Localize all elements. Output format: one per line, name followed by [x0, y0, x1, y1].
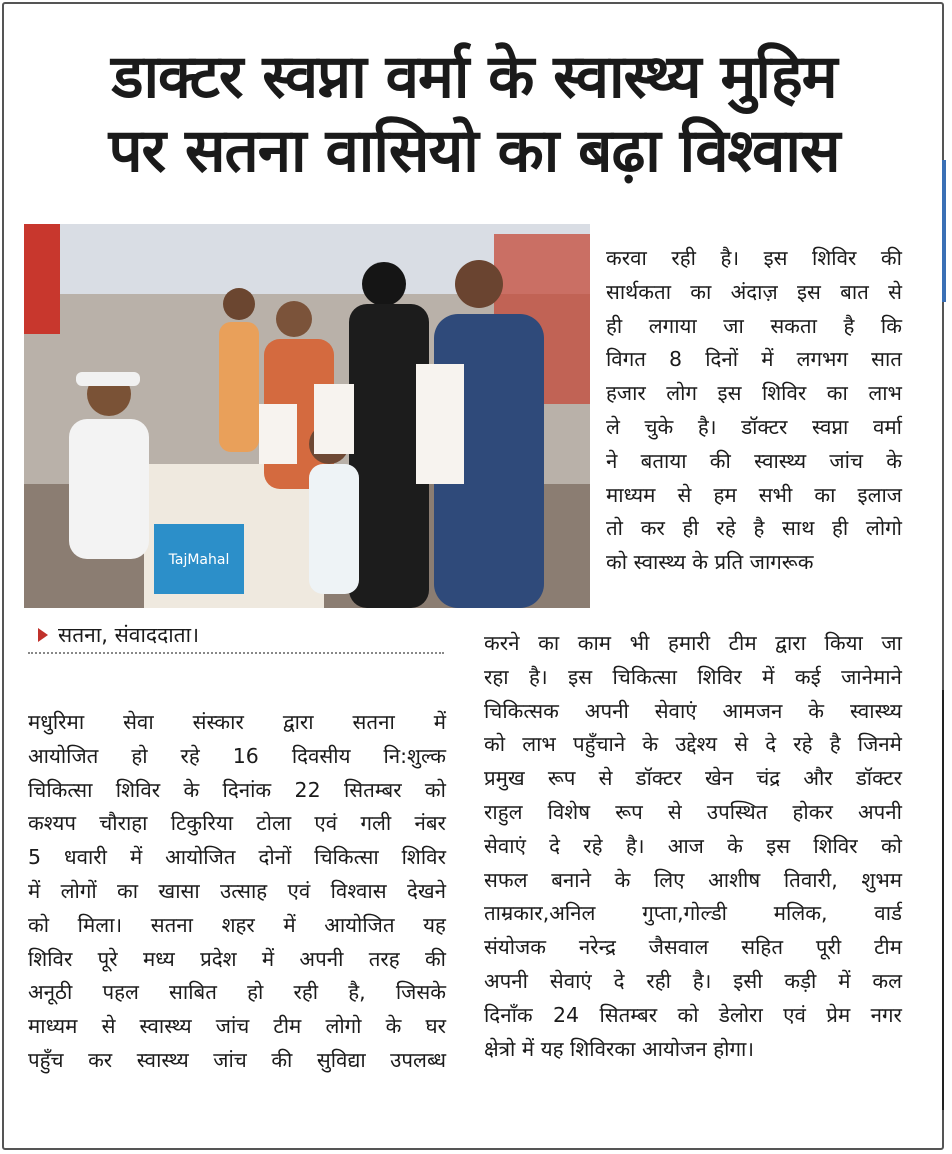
article-word: से	[101, 1014, 116, 1039]
article-word: से	[667, 799, 682, 824]
article-word: सेवा	[123, 710, 154, 734]
article-word: मिला।	[77, 912, 123, 937]
article-word: चिकित्सा	[612, 664, 677, 689]
article-line	[28, 1010, 446, 1044]
article-word: कि	[880, 313, 902, 338]
article-word: एवं	[314, 811, 338, 836]
article-word: पूरी	[815, 935, 842, 960]
article-word: तो	[606, 516, 623, 541]
article-line	[484, 1033, 902, 1067]
article-word: में	[129, 845, 143, 870]
article-word: नि:शुल्क	[383, 743, 446, 768]
article-word: रही	[646, 968, 671, 993]
article-word: आयोजित	[28, 743, 99, 768]
article-word: लोगो	[865, 516, 902, 541]
article-word: चिकित्सक	[484, 698, 559, 723]
article-word: पहल	[102, 980, 139, 1005]
article-word: धवारी	[63, 845, 107, 870]
article-word: जा	[723, 313, 744, 338]
article-word: इस	[766, 833, 791, 858]
article-word: सितम्बर	[343, 777, 402, 802]
article-word: सकता	[770, 313, 817, 338]
article-word: खासा	[158, 878, 200, 903]
article-word: अनूठी	[28, 980, 73, 1005]
article-word: रहे	[793, 732, 813, 757]
article-word: होकर	[792, 799, 833, 824]
article-word: जानेमाने	[841, 664, 902, 689]
article-word: माध्यम	[606, 482, 656, 507]
article-line	[28, 1044, 446, 1078]
article-line	[484, 999, 902, 1033]
article-word: के	[614, 867, 631, 892]
article-word: प्रेम	[826, 1002, 851, 1027]
article-line	[28, 740, 446, 774]
article-word: शिविर	[761, 381, 807, 406]
article-word: लोग	[666, 381, 698, 406]
page-edge-accent	[942, 160, 946, 302]
article-word: खेन	[704, 766, 734, 791]
article-word: सहित	[741, 935, 784, 960]
article-word: रहे	[180, 743, 200, 768]
article-word: को	[880, 833, 902, 858]
article-word: सेवाएं	[549, 968, 592, 993]
dateline-marker-icon	[38, 628, 48, 642]
article-word: डेलोरा	[718, 1002, 763, 1027]
article-word: संस्कार	[192, 710, 244, 734]
article-word: इस	[796, 279, 821, 304]
article-word: है।	[692, 968, 712, 993]
article-word: के	[808, 698, 825, 723]
article-word: स्वास्थ्य	[633, 550, 686, 575]
article-word: हम	[713, 482, 737, 507]
article-word: आयोजित	[324, 912, 395, 937]
article-word: शुभम	[861, 867, 902, 892]
article-word: क्षेत्रो	[484, 1036, 516, 1061]
article-line	[606, 343, 902, 377]
article-word: तिवारी,	[783, 867, 838, 892]
article-line	[606, 445, 902, 479]
article-line	[484, 830, 902, 864]
article-word: आयोजन	[641, 1036, 707, 1061]
article-column-right-bottom	[484, 627, 902, 1066]
article-word: के	[183, 777, 200, 802]
article-line	[484, 931, 902, 965]
article-word: है।	[697, 414, 717, 439]
article-word: चिकित्सा	[314, 845, 379, 870]
article-word: इसी	[733, 968, 763, 993]
article-word: के	[886, 448, 902, 473]
article-word: वार्ड	[874, 901, 902, 926]
article-word: संयोजक	[484, 935, 547, 960]
article-word: की	[880, 246, 902, 270]
article-word: अपनी	[584, 698, 629, 723]
article-word: स्वास्थ्य	[754, 448, 807, 473]
article-word: इस	[763, 246, 788, 270]
article-word: शिविर	[813, 833, 858, 858]
dateline-divider	[28, 652, 444, 654]
article-word: रही	[671, 246, 696, 270]
article-word: सार्थकता	[606, 279, 672, 304]
article-word: चिकित्सा	[28, 777, 93, 802]
article-word: का	[538, 631, 560, 655]
article-word: उपलब्ध	[390, 1047, 446, 1072]
article-word: ही	[682, 516, 699, 541]
photo-illustration	[24, 224, 590, 608]
article-word: गली	[360, 811, 392, 836]
article-word: आमजन	[722, 698, 783, 723]
article-word: है	[829, 732, 841, 757]
article-word: है।	[625, 833, 645, 858]
article-word: को	[424, 777, 446, 802]
article-word: चौराहा	[99, 811, 148, 836]
article-word: लिए	[653, 867, 685, 892]
article-word: साबित	[169, 980, 217, 1005]
article-word: गुप्ता,गोल्डी	[642, 901, 727, 926]
article-line	[28, 875, 446, 909]
article-word: करवा	[606, 246, 647, 270]
article-word: होगा।	[713, 1036, 755, 1061]
article-word: में	[521, 1036, 535, 1061]
headline-line-1: डाक्टर स्वप्ना वर्मा के स्वास्थ्य मुहिम	[111, 42, 837, 112]
article-word: हजार	[606, 381, 646, 406]
article-word: दिनांक	[222, 777, 272, 802]
dateline	[38, 620, 448, 650]
article-word: है	[753, 516, 765, 541]
article-word: प्रमुख	[484, 766, 525, 791]
article-word: नगर	[870, 1002, 902, 1027]
article-line	[606, 512, 902, 546]
article-word: है।	[529, 664, 548, 689]
article-word: अपनी	[299, 946, 344, 971]
article-word: साथ	[782, 516, 815, 541]
article-word: के	[692, 550, 708, 575]
article-word: बताया	[640, 448, 687, 473]
article-line	[484, 695, 902, 729]
article-word: दे	[549, 833, 561, 858]
article-word: डॉक्टर	[635, 766, 682, 791]
article-line	[606, 310, 902, 344]
article-word: जिनमे	[857, 732, 902, 757]
article-word: पहुँच	[28, 1047, 64, 1072]
headline	[14, 40, 934, 188]
article-word: चुके	[644, 414, 674, 439]
article-word: चंद्र	[756, 766, 781, 791]
article-line	[28, 706, 446, 740]
article-word: डॉक्टर	[855, 766, 902, 791]
article-word: ले	[606, 414, 620, 439]
article-word: सात	[871, 347, 902, 372]
article-line	[606, 479, 902, 513]
article-line	[28, 976, 446, 1010]
article-word: प्रति	[714, 550, 744, 575]
article-word: स्वास्थ्य	[139, 1014, 192, 1039]
article-word: स्वप्ना	[812, 414, 849, 439]
article-word: उद्देश्य	[675, 732, 718, 757]
article-word: है।	[720, 246, 740, 270]
article-word: विश्वास	[330, 878, 387, 903]
article-word: सतना	[150, 912, 193, 937]
article-word: की	[424, 946, 446, 971]
article-word: 5	[28, 845, 42, 870]
article-word: दिनाँक	[484, 1002, 533, 1027]
page-edge-line	[942, 690, 944, 1110]
article-word: तरह	[368, 946, 400, 971]
article-word: जिसके	[395, 980, 446, 1005]
article-word: जैसवाल	[648, 935, 709, 960]
article-word: द्वारा	[775, 631, 806, 655]
article-word: हो	[247, 980, 264, 1005]
article-word: कर	[640, 516, 665, 541]
article-word: शिविरका	[570, 1036, 636, 1061]
article-line	[28, 841, 446, 875]
article-word: घर	[425, 1014, 446, 1039]
article-line	[606, 411, 902, 445]
article-line	[484, 627, 902, 661]
article-word: टीम	[273, 1014, 302, 1039]
article-word: सितम्बर	[599, 1002, 658, 1027]
article-word: नंबर	[414, 811, 446, 836]
article-line	[484, 965, 902, 999]
article-word: में	[433, 710, 446, 734]
article-word: कल	[872, 968, 902, 993]
article-line	[28, 807, 446, 841]
article-word: ताम्रकार,अनिल	[484, 901, 596, 926]
article-word: किया	[824, 631, 863, 655]
article-word: है,	[348, 980, 366, 1005]
article-word: शिविर	[812, 246, 857, 270]
article-word: कड़ी	[784, 968, 817, 993]
article-word: से	[598, 766, 613, 791]
article-word: लाभ	[522, 732, 556, 757]
article-word: रहे	[583, 833, 603, 858]
article-line	[484, 796, 902, 830]
article-word: टीम	[728, 631, 757, 655]
article-word: सुविद्या	[316, 1047, 366, 1072]
article-word: शिविर	[115, 777, 161, 802]
article-word: वर्मा	[872, 414, 902, 439]
article-word: दिनों	[705, 347, 739, 372]
article-word: डॉक्टर	[741, 414, 788, 439]
article-word: ने	[606, 448, 618, 473]
article-word: में	[761, 347, 774, 372]
article-word: टिकुरिया	[170, 811, 234, 836]
article-line	[484, 864, 902, 898]
article-word: से	[734, 732, 749, 757]
article-word: लाभ	[868, 381, 902, 406]
article-column-right-top	[606, 242, 902, 580]
article-word: का	[814, 482, 836, 507]
article-word: के	[385, 1014, 402, 1039]
article-word: रूप	[615, 799, 643, 824]
article-word: लगाया	[648, 313, 697, 338]
article-word: अंदाज़	[730, 279, 778, 304]
article-word: 16	[232, 743, 259, 768]
article-word: रही	[293, 980, 319, 1005]
article-line	[606, 377, 902, 411]
article-word: यह	[540, 1036, 564, 1061]
article-line	[484, 661, 902, 695]
article-word: कर	[88, 1047, 113, 1072]
article-word: बनाने	[551, 867, 591, 892]
article-word: जांच	[215, 1014, 250, 1039]
article-line	[28, 774, 446, 808]
article-word: का	[117, 878, 139, 903]
article-word: काम	[577, 631, 612, 655]
article-word: के	[642, 732, 659, 757]
article-word: में	[261, 946, 275, 971]
article-word: की	[709, 448, 731, 473]
article-word: आशीष	[708, 867, 761, 892]
article-word: रूप	[547, 766, 576, 791]
article-column-left	[28, 706, 446, 1078]
article-word: टीम	[874, 935, 902, 960]
article-word: सफल	[484, 867, 528, 892]
article-line	[484, 728, 902, 762]
article-word: टोला	[256, 811, 292, 836]
article-word: विशेष	[547, 799, 591, 824]
article-word: उपस्थित	[706, 799, 768, 824]
article-word: मलिक,	[773, 901, 828, 926]
article-word: स्वास्थ्य	[849, 698, 902, 723]
article-word: पहुँचाने	[573, 732, 626, 757]
article-word: करने	[484, 631, 520, 655]
article-word: और	[803, 766, 833, 791]
article-word: 24	[553, 1002, 580, 1027]
news-photo	[24, 224, 590, 608]
article-word: जा	[881, 631, 902, 655]
article-word: को	[606, 550, 628, 575]
article-word: दिवसीय	[291, 743, 351, 768]
article-word: जागरूक	[749, 550, 814, 575]
article-word: उत्साह	[220, 878, 268, 903]
article-line	[606, 242, 902, 276]
article-word: भी	[629, 631, 650, 655]
article-word: से	[677, 482, 692, 507]
article-word: का	[826, 381, 848, 406]
article-word: शहर	[221, 912, 255, 937]
article-line	[606, 546, 902, 580]
article-word: आज	[667, 833, 704, 858]
article-word: शिविर	[697, 664, 742, 689]
article-word: इलाज	[857, 482, 902, 507]
article-word: पूरे	[97, 946, 118, 971]
article-word: में	[838, 968, 851, 993]
article-word: रहा	[484, 664, 509, 689]
article-word: देखने	[406, 878, 446, 903]
article-line	[606, 276, 902, 310]
article-word: की	[271, 1047, 293, 1072]
article-word: दोनों	[258, 845, 292, 870]
article-word: ही	[606, 313, 623, 338]
article-word: का	[690, 279, 712, 304]
article-word: नरेन्द्र	[578, 935, 616, 960]
article-word: में	[762, 664, 775, 689]
dateline-text: सतना, संवाददाता।	[58, 623, 200, 647]
article-word: 22	[294, 777, 321, 802]
svg-text:TajMahal: TajMahal	[168, 552, 230, 568]
article-word: अपनी	[857, 799, 902, 824]
article-word: के	[727, 833, 743, 858]
article-word: स्वास्थ्य	[136, 1047, 189, 1072]
article-word: में	[283, 912, 296, 937]
article-word: द्वारा	[282, 710, 314, 734]
article-word: को	[484, 732, 506, 757]
article-word: लोगों	[60, 878, 97, 903]
article-word: जांच	[829, 448, 863, 473]
article-word: आयोजित	[165, 845, 236, 870]
article-word: में	[28, 878, 41, 903]
article-word: कई	[794, 664, 821, 689]
article-word: से	[888, 279, 902, 304]
article-word: एवं	[783, 1002, 806, 1027]
article-word: मधुरिमा	[28, 710, 85, 734]
article-word: ही	[832, 516, 849, 541]
article-word: को	[677, 1002, 699, 1027]
article-word: यह	[423, 912, 446, 937]
article-word: प्रदेश	[200, 946, 237, 971]
article-word: हो	[131, 743, 148, 768]
article-word: शिविर	[401, 845, 446, 870]
article-word: एवं	[287, 878, 311, 903]
article-word: बात	[840, 279, 869, 304]
article-word: 8	[669, 347, 683, 372]
article-word: जांच	[213, 1047, 247, 1072]
article-word: अपनी	[484, 968, 528, 993]
article-word: रहे	[716, 516, 736, 541]
article-word: माध्यम	[28, 1014, 78, 1039]
article-word: दे	[613, 968, 625, 993]
article-word: हमारी	[667, 631, 711, 655]
article-word: कश्यप	[28, 811, 76, 836]
article-word: राहुल	[484, 799, 523, 824]
article-word: शिविर	[28, 946, 73, 971]
article-word: इस	[568, 664, 593, 689]
article-line	[28, 943, 446, 977]
article-word: दे	[765, 732, 777, 757]
article-word: सेवाएं	[484, 833, 526, 858]
article-word: सेवाएं	[654, 698, 697, 723]
article-line	[484, 897, 902, 931]
article-word: लगभग	[796, 347, 848, 372]
article-line	[28, 909, 446, 943]
article-line	[484, 762, 902, 796]
article-word: सभी	[758, 482, 793, 507]
article-word: है	[843, 313, 855, 338]
article-word: सतना	[352, 710, 395, 734]
article-word: को	[28, 912, 50, 937]
article-word: लोगो	[325, 1014, 362, 1039]
article-word: इस	[717, 381, 742, 406]
article-word: विगत	[606, 347, 646, 372]
article-word: मध्य	[142, 946, 175, 971]
headline-line-2: पर सतना वासियो का बढ़ा विश्वास	[108, 116, 840, 186]
